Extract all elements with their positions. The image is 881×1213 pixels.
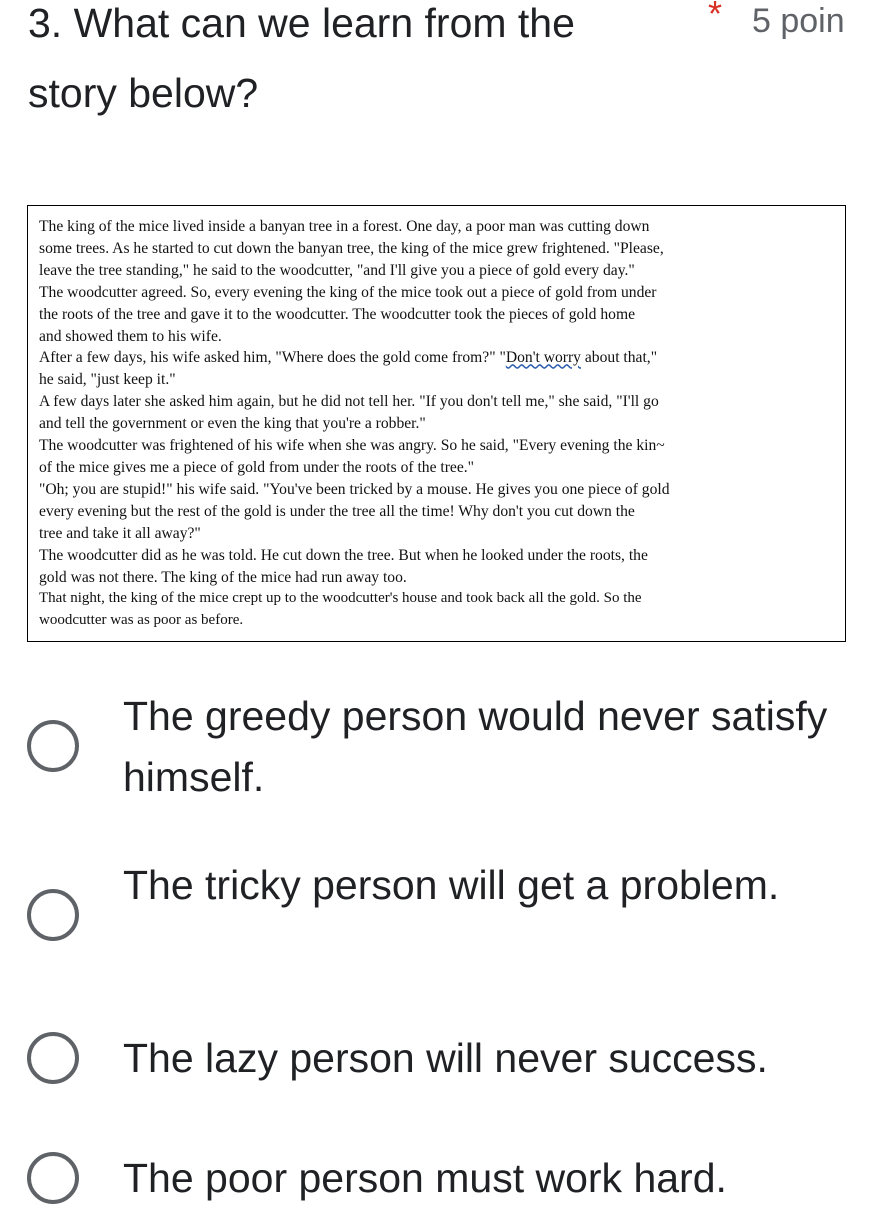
option-label[interactable]: The tricky person will get a problem. [123, 862, 780, 908]
option-poor[interactable] [0, 1148, 881, 1210]
story-line: some trees. As he started to cut down the banyan tree, the king of the mice grew frightened. "Please, [39, 239, 664, 257]
story-line: woodcutter was as poor as before. [39, 612, 244, 629]
story-line: every evening but the rest of the gold is under the tree all the time! Why don't you cut down the [39, 502, 635, 520]
story-line: gold was not there. The king of the mice had run away too. [39, 568, 407, 586]
story-line: and tell the government or even the king that you're a robber." [39, 415, 426, 433]
story-line: The woodcutter was frightened of his wife when she was angry. So he said, "Every evening the kin~ [39, 437, 665, 455]
story-line: The woodcutter agreed. So, every evening the king of the mice took out a piece of gold from under [39, 283, 657, 301]
story-line: The woodcutter did as he was told. He cut down the tree. But when he looked under the roots, the [39, 546, 648, 564]
radio-button[interactable] [27, 889, 79, 941]
story-line-part: After a few days, his wife asked him, "Where does the gold come from?" " [39, 349, 506, 367]
story-line: the roots of the tree and gave it to the woodcutter. The woodcutter took the pieces of gold home [39, 305, 636, 323]
story-line: A few days later she asked him again, but he did not tell her. "If you don't tell me," she said, "I'll go [39, 393, 659, 411]
radio-button[interactable] [27, 1032, 79, 1084]
radio-button[interactable] [27, 1152, 79, 1204]
story-line: That night, the king of the mice crept up to the woodcutter's house and took back all the gold. So the [39, 590, 642, 607]
story-line: The king of the mice lived inside a banyan tree in a forest. One day, a poor man was cutting down [39, 218, 650, 235]
story-line: he said, "just keep it." [39, 371, 176, 389]
story-line: leave the tree standing," he said to the woodcutter, "and I'll give you a piece of gold every day." [39, 261, 635, 279]
option-label[interactable]: The lazy person will never success. [123, 1035, 768, 1081]
question-title: 3. What can we learn from the story below? [28, 0, 575, 116]
points-label: 5 poin [752, 2, 845, 40]
spellcheck-underline: Don't worry [505, 349, 581, 367]
option-label[interactable]: The poor person must work hard. [123, 1155, 727, 1201]
required-asterisk: * [708, 0, 723, 34]
story-line: tree and take it all away?" [39, 524, 201, 542]
option-tricky[interactable] [0, 855, 881, 975]
option-lazy[interactable] [0, 1028, 881, 1090]
story-image [27, 205, 846, 642]
story-line: and showed them to his wife. [39, 327, 222, 345]
story-line: of the mice gives me a piece of gold from under the roots of the tree." [39, 458, 475, 476]
option-greedy[interactable] [0, 686, 881, 806]
story-line [39, 347, 835, 369]
radio-button[interactable] [27, 720, 79, 772]
story-line-part: about that," [580, 349, 658, 367]
option-label[interactable]: The greedy person would never satisfy himself. [123, 693, 828, 800]
story-line: "Oh; you are stupid!" his wife said. "You've been tricked by a mouse. He gives you one piece of gold [39, 480, 670, 498]
